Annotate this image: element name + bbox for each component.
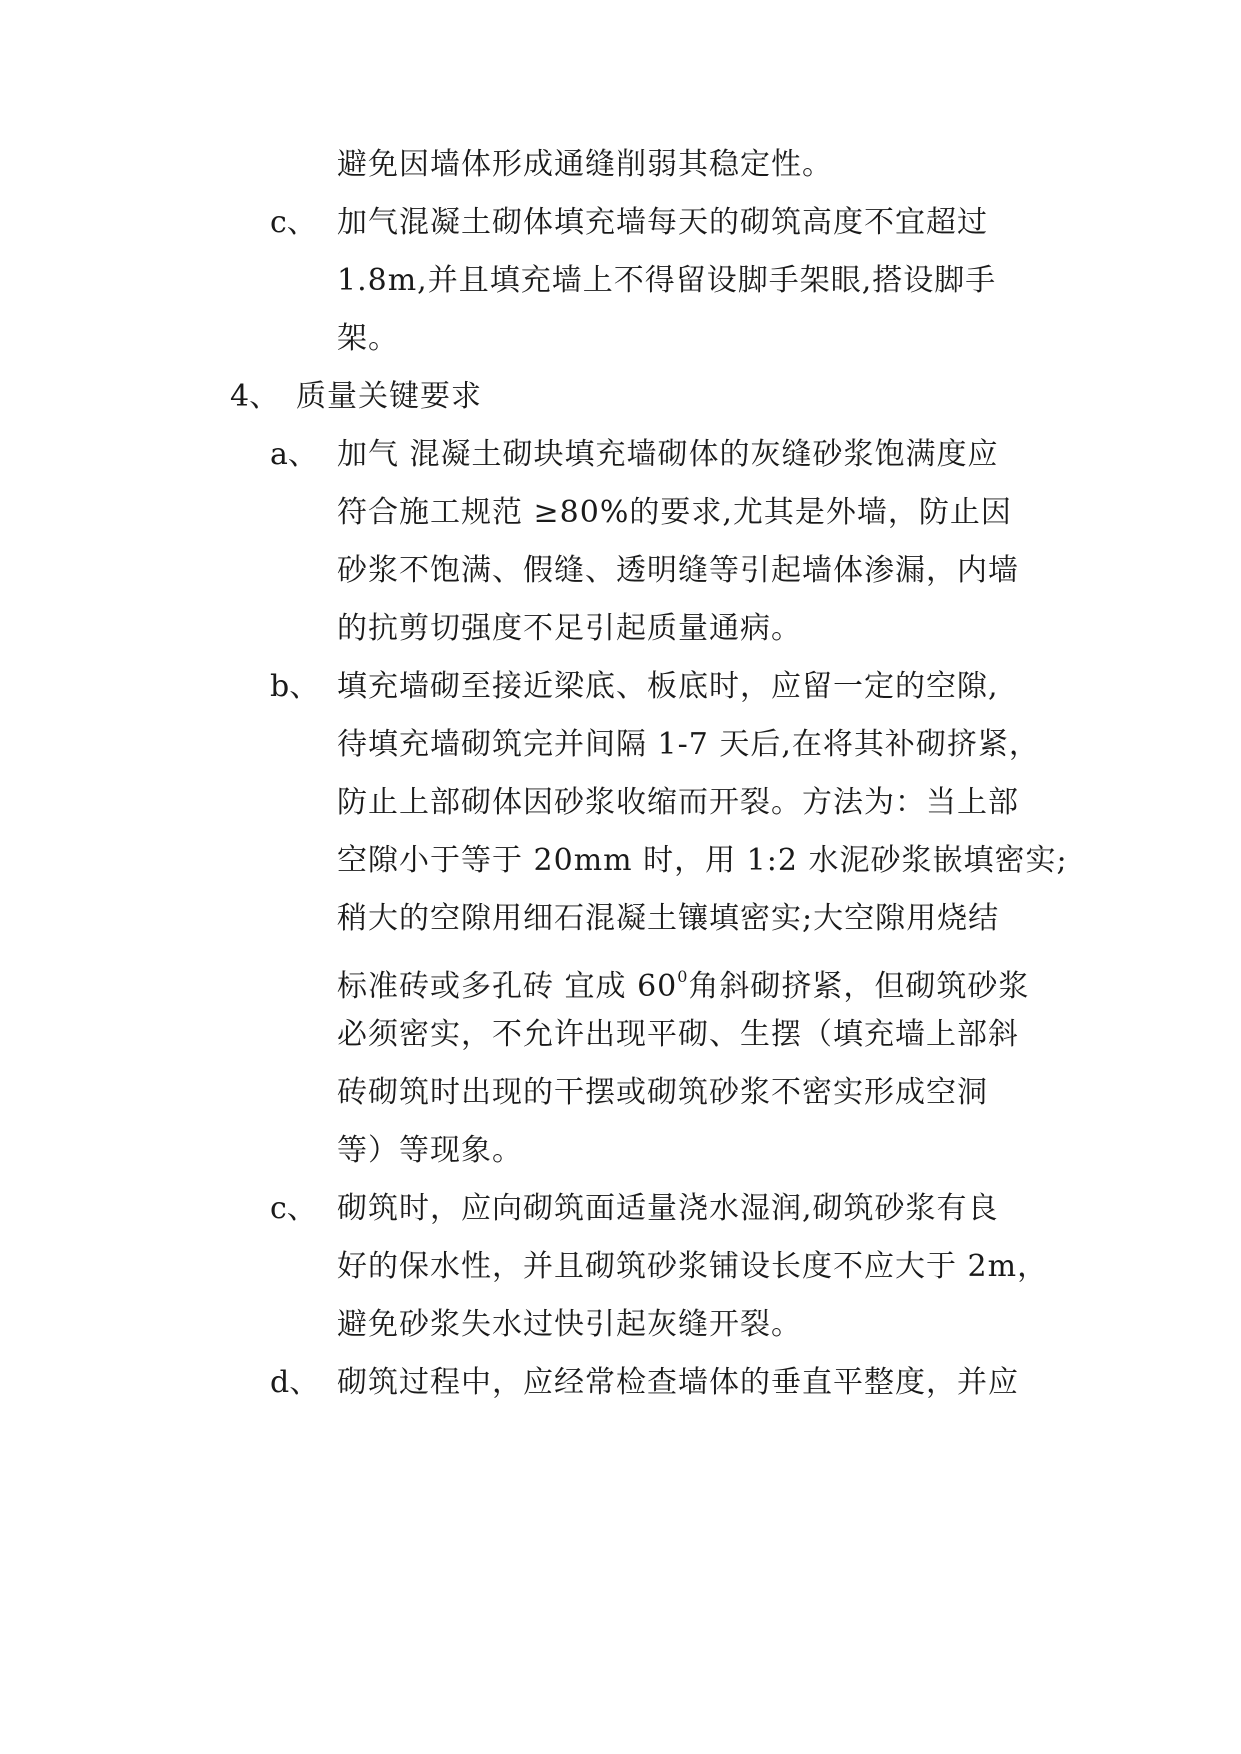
item-c-prev-line-3: 架。 xyxy=(337,321,399,356)
item-b-line-4: 空隙小于等于 20mm 时，用 1:2 水泥砂浆嵌填密实; xyxy=(337,843,1068,878)
item-b-line-3: 防止上部砌体因砂浆收缩而开裂。方法为：当上部 xyxy=(337,785,1019,820)
item-c-prev-line-2: 1.8m,并且填充墙上不得留设脚手架眼,搭设脚手 xyxy=(337,263,997,298)
degree-mark: 0 xyxy=(677,967,689,986)
item-a-line-1: 加气 混凝土砌块填充墙砌体的灰缝砂浆饱满度应 xyxy=(337,437,999,472)
item-a-line-3: 砂浆不饱满、假缝、透明缝等引起墙体渗漏，内墙 xyxy=(337,553,1019,588)
item-b-line-6-head: 标准砖或多孔砖 宜成 60 xyxy=(337,969,678,1004)
item-c-prev-line-1: 加气混凝土砌体填充墙每天的砌筑高度不宜超过 xyxy=(337,205,988,240)
item-a-line-2: 符合施工规范 ≥80%的要求,尤其是外墙，防止因 xyxy=(337,495,1012,530)
item-b-line-1: 填充墙砌至接近梁底、板底时，应留一定的空隙, xyxy=(337,669,999,704)
section-4-title: 质量关键要求 xyxy=(296,379,482,414)
item-a-line-4: 的抗剪切强度不足引起质量通病。 xyxy=(337,611,802,646)
item-d-line-1: 砌筑过程中，应经常检查墙体的垂直平整度，并应 xyxy=(337,1365,1019,1400)
item-c-line-2: 好的保水性，并且砌筑砂浆铺设长度不应大于 2m， xyxy=(337,1249,1049,1284)
item-c-line-1: 砌筑时，应向砌筑面适量浇水湿润,砌筑砂浆有良 xyxy=(337,1191,999,1226)
item-d-marker: d、 xyxy=(270,1365,320,1400)
intro-line: 避免因墙体形成通缝削弱其稳定性。 xyxy=(337,147,833,182)
item-b-line-8: 砖砌筑时出现的干摆或砌筑砂浆不密实形成空洞 xyxy=(337,1075,988,1110)
item-b-line-6-tail: 角斜砌挤紧，但砌筑砂浆 xyxy=(688,969,1030,1004)
item-c-prev-marker: c、 xyxy=(270,205,317,240)
item-b-line-7: 必须密实，不允许出现平砌、生摆（填充墙上部斜 xyxy=(337,1017,1019,1052)
item-a-marker: a、 xyxy=(270,437,318,472)
item-b-line-5: 稍大的空隙用细石混凝土镶填密实;大空隙用烧结 xyxy=(337,901,1000,936)
section-4-marker: 4、 xyxy=(230,379,280,414)
item-c-line-3: 避免砂浆失水过快引起灰缝开裂。 xyxy=(337,1307,802,1342)
item-b-line-2: 待填充墙砌筑完并间隔 1-7 天后,在将其补砌挤紧， xyxy=(337,727,1040,762)
item-b-line-9: 等）等现象。 xyxy=(337,1133,523,1168)
item-b-marker: b、 xyxy=(270,669,320,704)
item-c-marker: c、 xyxy=(270,1191,317,1226)
item-b-line-6 xyxy=(337,957,1029,1007)
